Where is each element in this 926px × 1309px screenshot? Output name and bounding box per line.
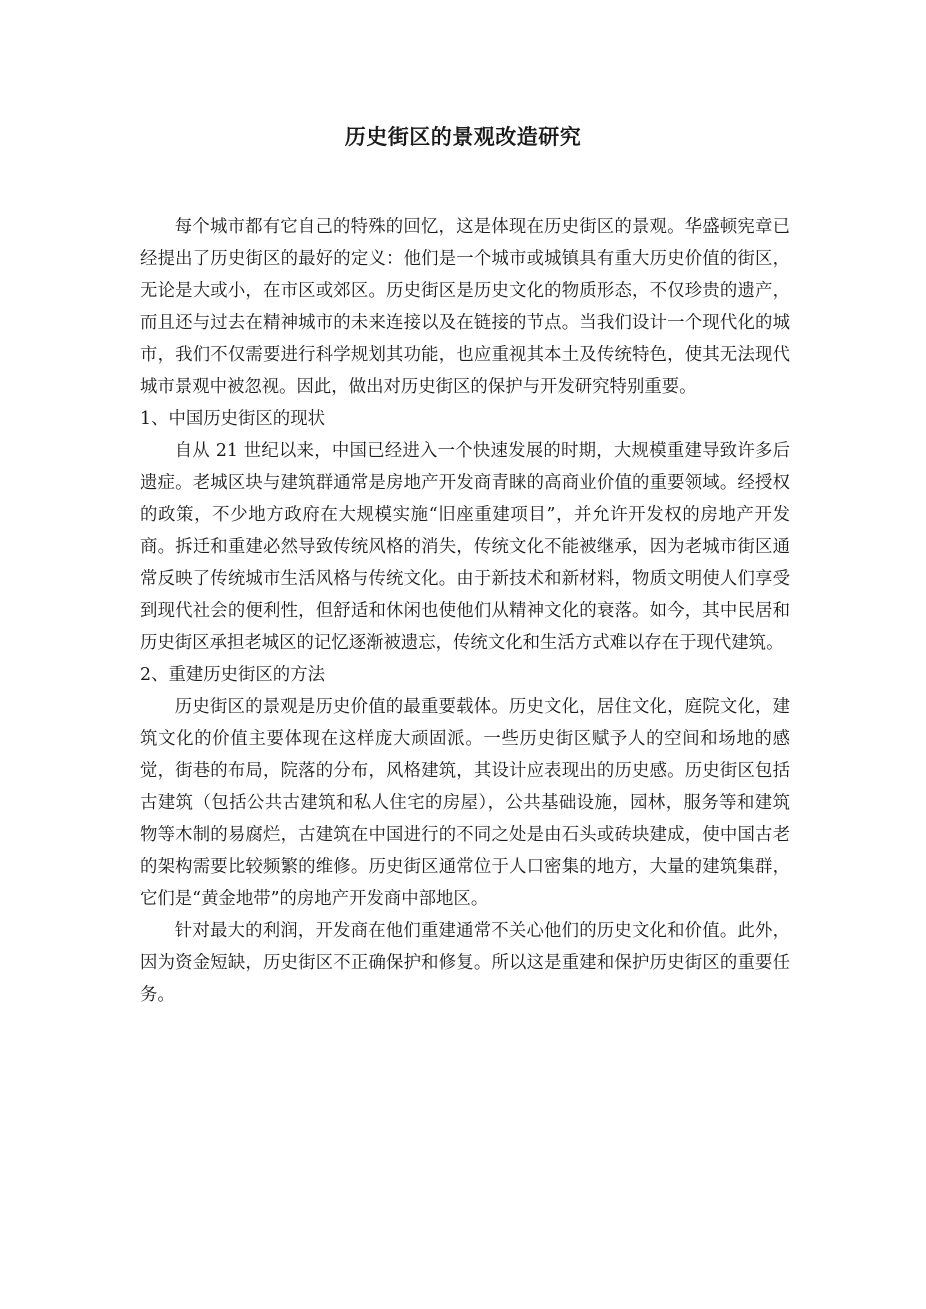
intro-paragraph: 每个城市都有它自己的特殊的回忆，这是体现在历史街区的景观。华盛顿宪章已经提出了历史街区的最好的定义：他们是一个城市或城镇具有重大历史价值的街区，无论是大或小，在市区或郊区。历史街区是历史文化的物质形态，不仅珍贵的遗产，而且还与过去在精神城市的未来连接以及在链接的节点。当我们设计一个现代化的城市，我们不仅需要进行科学规划其功能，也应重视其本土及传统特色，使其无法现代城市景观中被忽视。因此，做出对历史街区的保护与开发研究特别重要。 bbox=[140, 217, 790, 397]
section-1-heading: 1、中国历史街区的现状 bbox=[140, 409, 325, 429]
section-1-paragraph: 自从 21 世纪以来，中国已经进入一个快速发展的时期，大规模重建导致许多后遗症。老城区块与建筑群通常是房地产开发商青睐的高商业价值的重要领域。经授权的政策，不少地方政府在大规模实施“旧座重建项目”，并允许开发权的房地产开发商。拆迁和重建必然导致传统风格的消失，传统文化不能被继承，因为老城市街区通常反映了传统城市生活风格与传统文化。由于新技术和新材料，物质文明使人们享受到现代社会的便利性，但舒适和休闲也使他们从精神文化的衰落。如今，其中民居和历史街区承担老城区的记忆逐渐被遗忘，传统文化和生活方式难以存在于现代建筑。 bbox=[140, 441, 790, 653]
section-2-heading: 2、重建历史街区的方法 bbox=[140, 665, 325, 685]
document-title: 历史街区的景观改造研究 bbox=[344, 125, 582, 149]
section-2-paragraph-1: 历史街区的景观是历史价值的最重要载体。历史文化，居住文化，庭院文化，建筑文化的价值主要体现在这样庞大顽固派。一些历史街区赋予人的空间和场地的感觉，街巷的布局，院落的分布，风格建筑，其设计应表现出的历史感。历史街区包括古建筑（包括公共古建筑和私人住宅的房屋），公共基础设施，园林，服务等和建筑物等木制的易腐烂，古建筑在中国进行的不同之处是由石头或砖块建成，使中国古老的架构需要比较频繁的维修。历史街区通常位于人口密集的地方，大量的建筑集群，它们是“黄金地带”的房地产开发商中部地区。 bbox=[140, 697, 790, 909]
section-2-paragraph-2: 针对最大的利润，开发商在他们重建通常不关心他们的历史文化和价值。此外，因为资金短缺，历史街区不正确保护和修复。所以这是重建和保护历史街区的重要任务。 bbox=[140, 921, 790, 1005]
document-body bbox=[140, 211, 790, 1011]
